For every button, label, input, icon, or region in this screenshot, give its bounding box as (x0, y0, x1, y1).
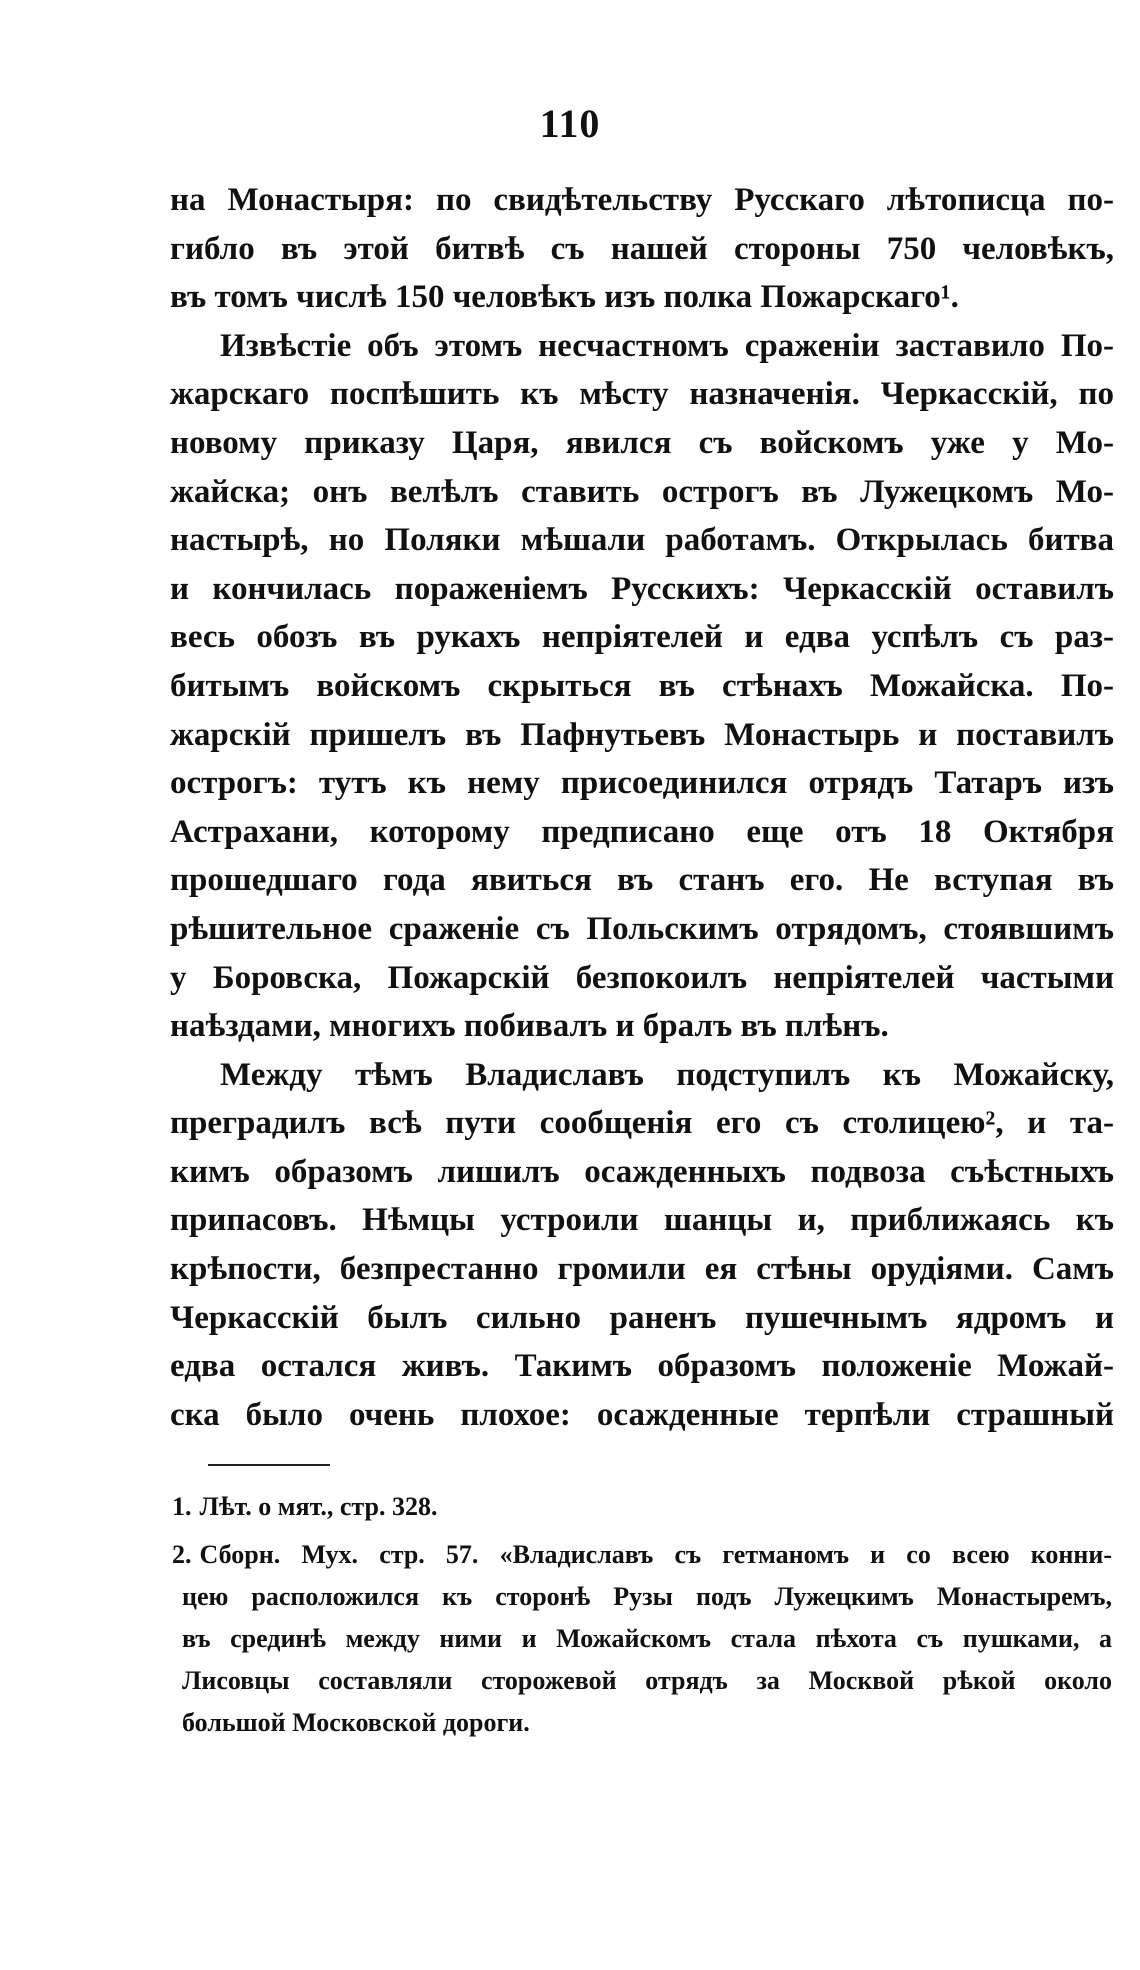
footnote-2 (172, 1534, 1112, 1744)
text-line: битымъ войскомъ скрыться въ стѣнахъ Можайска. По- (170, 667, 1114, 704)
text-line: въ томъ числѣ 150 человѣкъ изъ полка Пожарскаго¹. (170, 279, 959, 316)
text-line: прошедшаго года явиться въ станъ его. Не вступая въ (170, 862, 1114, 899)
text-line: Черкасскій былъ сильно раненъ пушечнымъ ядромъ и (170, 1299, 1114, 1336)
text-line: жарскаго поспѣшить къ мѣсту назначенія. Черкасскій, по (170, 376, 1114, 413)
text-line: крѣпости, безпрестанно громили ея стѣны орудіями. Самъ (170, 1251, 1114, 1288)
text-line: и кончилась пораженіемъ Русскихъ: Черкасскій оставилъ (170, 570, 1114, 607)
paragraph-2 (170, 322, 1114, 1051)
footnote-line: въ срединѣ между ними и Можайскомъ стала пѣхота съ пушками, а (182, 1624, 1112, 1653)
footnote-line (172, 1534, 1112, 1576)
footnote-line: Лисовцы составляли сторожевой отрядъ за Москвой рѣкой около (182, 1666, 1112, 1695)
text-line: весь обозъ въ рукахъ непріятелей и едва успѣлъ съ раз- (170, 619, 1114, 656)
paragraph-3 (170, 1051, 1114, 1440)
footnote-1 (172, 1486, 1112, 1528)
text-line: острогъ: тутъ къ нему присоединился отрядъ Татаръ изъ (170, 765, 1114, 802)
text-line: жайска; онъ велѣлъ ставить острогъ въ Лужецкомъ Мо- (170, 473, 1114, 510)
footnote-text: Лѣт. о мят., стр. 328. (199, 1492, 438, 1521)
footnote-divider (208, 1464, 330, 1466)
text-line: припасовъ. Нѣмцы устроили шанцы и, приближаясь къ (170, 1202, 1114, 1239)
footnotes (172, 1486, 1112, 1750)
text-line: у Боровска, Пожарскій безпокоилъ непріятелей частыми (170, 959, 1114, 996)
footnote-number: 2. (172, 1540, 192, 1569)
text-line: кимъ образомъ лишилъ осажденныхъ подвоза съѣстныхъ (170, 1153, 1114, 1190)
text-line: ска было очень плохое: осажденные терпѣли страшный (170, 1396, 1114, 1433)
text-line: настырѣ, но Поляки мѣшали работамъ. Открылась битва (170, 522, 1114, 559)
text-line: наѣздами, многихъ побивалъ и бралъ въ плѣнъ. (170, 1008, 889, 1045)
text-line: гибло въ этой битвѣ съ нашей стороны 750 человѣкъ, (170, 230, 1114, 267)
text-line: Между тѣмъ Владиславъ подступилъ къ Можайску, (220, 1056, 1114, 1093)
page-number: 110 (539, 101, 601, 146)
text-line: жарскій пришелъ въ Пафнутьевъ Монастырь и поставилъ (170, 716, 1114, 753)
footnote-line: цею расположился къ сторонѣ Рузы подъ Лужецкимъ Монастыремъ, (182, 1582, 1112, 1611)
text-line: едва остался живъ. Такимъ образомъ положеніе Можай- (170, 1348, 1114, 1385)
text-line: новому приказу Царя, явился съ войскомъ уже у Мо- (170, 424, 1114, 461)
footnote-number: 1. (172, 1492, 192, 1521)
footnote-line: большой Московской дороги. (182, 1708, 530, 1737)
text-line: на Монастыря: по свидѣтельству Русскаго лѣтописца по- (170, 182, 1114, 218)
text-line: рѣшительное сраженіе съ Польскимъ отрядомъ, стоявшимъ (170, 910, 1114, 947)
text-line: Астрахани, которому предписано еще отъ 18 Октября (170, 813, 1114, 850)
text-line: Извѣстіе объ этомъ несчастномъ сраженіи заставило По- (220, 327, 1114, 364)
text-line: преградилъ всѣ пути сообщенія его съ столицею², и та- (170, 1105, 1114, 1142)
paragraph-1 (170, 176, 1114, 322)
footnote-text: Сборн. Мух. стр. 57. «Владиславъ съ гетманомъ и со всею конни- (199, 1540, 1112, 1569)
footnote-line (172, 1486, 1112, 1528)
main-text (170, 176, 1114, 1439)
